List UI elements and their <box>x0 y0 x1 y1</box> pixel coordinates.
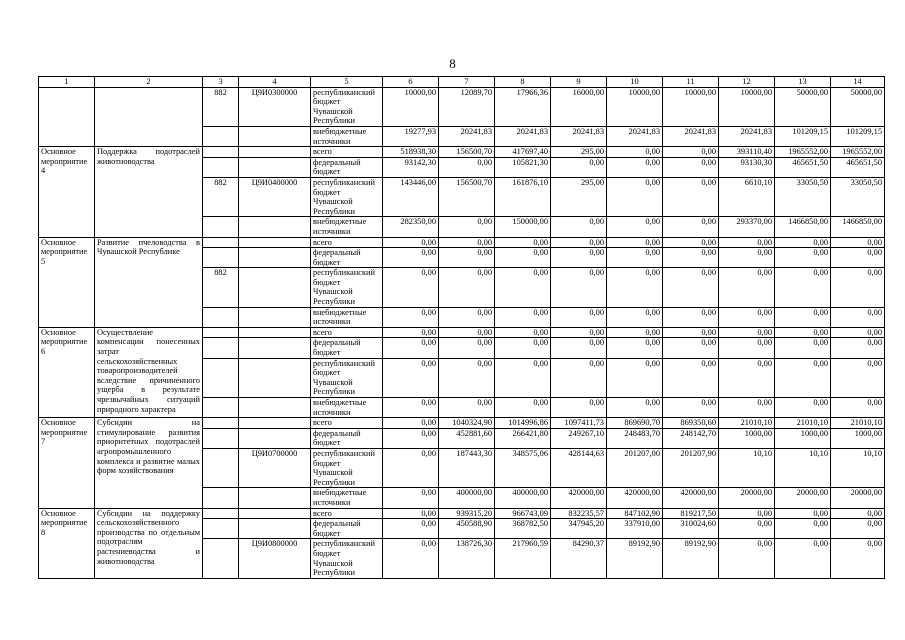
column-number: 14 <box>831 77 885 88</box>
amount-cell: 368782,50 <box>495 519 551 539</box>
event-name-cell: Основное мероприятие 4 <box>39 147 95 237</box>
amount-cell: 248142,70 <box>663 428 719 448</box>
amount-cell: 832235,57 <box>551 508 607 519</box>
amount-cell: 0,00 <box>383 327 439 338</box>
amount-cell: 0,00 <box>775 508 831 519</box>
amount-cell: 138726,30 <box>439 539 495 578</box>
amount-cell: 0,00 <box>663 268 719 307</box>
amount-cell: 420000,00 <box>551 488 607 508</box>
grbs-code-cell <box>203 338 239 358</box>
event-name-cell <box>39 87 95 147</box>
amount-cell: 20241,83 <box>719 126 775 146</box>
amount-cell: 310024,60 <box>663 519 719 539</box>
column-number-row <box>39 77 885 88</box>
amount-cell: 452881,60 <box>439 428 495 448</box>
amount-cell: 0,00 <box>831 327 885 338</box>
amount-cell: 156500,70 <box>439 147 495 158</box>
amount-cell: 465651,50 <box>775 157 831 177</box>
amount-cell: 89192,90 <box>663 539 719 578</box>
amount-cell: 105821,30 <box>495 157 551 177</box>
amount-cell: 0,00 <box>775 248 831 268</box>
amount-cell: 21010,10 <box>719 418 775 429</box>
column-number: 11 <box>663 77 719 88</box>
grbs-code-cell <box>203 448 239 487</box>
amount-cell: 0,00 <box>439 157 495 177</box>
classification-code-cell <box>239 237 311 248</box>
amount-cell: 1466850,00 <box>775 217 831 237</box>
amount-cell: 0,00 <box>831 519 885 539</box>
column-number: 13 <box>775 77 831 88</box>
column-number: 5 <box>311 77 383 88</box>
event-name-cell: Основное мероприятие 6 <box>39 327 95 417</box>
amount-cell: 0,00 <box>551 157 607 177</box>
funding-source-cell: республиканский бюджет Чувашской Республики <box>311 539 383 578</box>
amount-cell: 0,00 <box>607 217 663 237</box>
classification-code-cell <box>239 307 311 327</box>
amount-cell: 217960,59 <box>495 539 551 578</box>
amount-cell: 0,00 <box>831 358 885 397</box>
column-number: 3 <box>203 77 239 88</box>
amount-cell: 0,00 <box>383 428 439 448</box>
classification-code-cell: Ц9И0300000 <box>239 87 311 126</box>
amount-cell: 0,00 <box>775 237 831 248</box>
amount-cell: 10000,00 <box>719 87 775 126</box>
amount-cell: 20000,00 <box>775 488 831 508</box>
amount-cell: 0,00 <box>831 398 885 418</box>
amount-cell: 33050,50 <box>831 177 885 216</box>
amount-cell: 0,00 <box>719 358 775 397</box>
classification-code-cell <box>239 508 311 519</box>
amount-cell: 0,00 <box>383 418 439 429</box>
amount-cell: 0,00 <box>663 217 719 237</box>
funding-source-cell: федеральный бюджет <box>311 157 383 177</box>
classification-code-cell <box>239 358 311 397</box>
column-number: 4 <box>239 77 311 88</box>
amount-cell: 0,00 <box>719 519 775 539</box>
amount-cell: 0,00 <box>495 237 551 248</box>
classification-code-cell <box>239 157 311 177</box>
amount-cell: 0,00 <box>607 398 663 418</box>
amount-cell: 0,00 <box>551 268 607 307</box>
event-description-cell: Субсидии на стимулирование развития приоритетных подотраслей агропромышленного комплекса и развитие малых форм хозяйствования <box>95 418 203 508</box>
amount-cell: 0,00 <box>663 147 719 158</box>
amount-cell: 0,00 <box>775 307 831 327</box>
amount-cell: 428144,63 <box>551 448 607 487</box>
amount-cell: 101209,15 <box>831 126 885 146</box>
grbs-code-cell <box>203 488 239 508</box>
amount-cell: 0,00 <box>663 248 719 268</box>
amount-cell: 0,00 <box>495 398 551 418</box>
classification-code-cell <box>239 217 311 237</box>
amount-cell: 0,00 <box>383 488 439 508</box>
amount-cell: 50000,00 <box>775 87 831 126</box>
amount-cell: 0,00 <box>495 268 551 307</box>
event-description-cell: Субсидии на поддержку сельскохозяйственного производства по отдельным подотраслям растениеводства и животноводства <box>95 508 203 578</box>
amount-cell: 10,10 <box>831 448 885 487</box>
amount-cell: 869690,70 <box>607 418 663 429</box>
amount-cell: 0,00 <box>439 307 495 327</box>
classification-code-cell: Ц9И0700000 <box>239 448 311 487</box>
amount-cell: 20241,83 <box>495 126 551 146</box>
amount-cell: 0,00 <box>831 307 885 327</box>
amount-cell: 156500,70 <box>439 177 495 216</box>
amount-cell: 295,00 <box>551 177 607 216</box>
amount-cell: 0,00 <box>439 338 495 358</box>
column-number: 6 <box>383 77 439 88</box>
grbs-code-cell <box>203 147 239 158</box>
amount-cell: 0,00 <box>383 539 439 578</box>
amount-cell: 0,00 <box>775 539 831 578</box>
classification-code-cell <box>239 488 311 508</box>
event-description-cell <box>95 87 203 147</box>
amount-cell: 0,00 <box>607 177 663 216</box>
amount-cell: 0,00 <box>831 539 885 578</box>
amount-cell: 0,00 <box>607 358 663 397</box>
amount-cell: 20241,83 <box>439 126 495 146</box>
event-description-cell: Осуществление компенсации понесенных затрат сельскохозяйственных товаропроизводителей вследствие причиненного ущерба в результате чрезвычайных ситуаций природного характера <box>95 327 203 417</box>
table-row <box>39 418 885 429</box>
amount-cell: 93130,30 <box>719 157 775 177</box>
amount-cell: 1466850,00 <box>831 217 885 237</box>
amount-cell: 0,00 <box>831 338 885 358</box>
classification-code-cell <box>239 147 311 158</box>
amount-cell: 400000,00 <box>439 488 495 508</box>
amount-cell: 89192,90 <box>607 539 663 578</box>
classification-code-cell <box>239 248 311 268</box>
amount-cell: 20241,83 <box>551 126 607 146</box>
amount-cell: 10,10 <box>719 448 775 487</box>
column-number: 10 <box>607 77 663 88</box>
amount-cell: 6610,10 <box>719 177 775 216</box>
amount-cell: 0,00 <box>551 248 607 268</box>
amount-cell: 201207,00 <box>607 448 663 487</box>
amount-cell: 0,00 <box>663 338 719 358</box>
column-number: 1 <box>39 77 95 88</box>
grbs-code-cell <box>203 157 239 177</box>
grbs-code-cell <box>203 428 239 448</box>
amount-cell: 0,00 <box>719 237 775 248</box>
amount-cell: 0,00 <box>663 157 719 177</box>
amount-cell: 0,00 <box>551 307 607 327</box>
amount-cell: 337910,00 <box>607 519 663 539</box>
amount-cell: 1000,00 <box>719 428 775 448</box>
amount-cell: 0,00 <box>607 147 663 158</box>
amount-cell: 0,00 <box>551 217 607 237</box>
funding-source-cell: республиканский бюджет Чувашской Республики <box>311 268 383 307</box>
amount-cell: 420000,00 <box>607 488 663 508</box>
amount-cell: 0,00 <box>439 248 495 268</box>
amount-cell: 20000,00 <box>719 488 775 508</box>
funding-source-cell: всего <box>311 237 383 248</box>
amount-cell: 33050,50 <box>775 177 831 216</box>
amount-cell: 348575,06 <box>495 448 551 487</box>
grbs-code-cell: 882 <box>203 87 239 126</box>
amount-cell: 0,00 <box>775 519 831 539</box>
amount-cell: 10,10 <box>775 448 831 487</box>
amount-cell: 0,00 <box>607 237 663 248</box>
table-row <box>39 237 885 248</box>
grbs-code-cell <box>203 248 239 268</box>
funding-source-cell: республиканский бюджет Чувашской Республики <box>311 87 383 126</box>
table-row <box>39 147 885 158</box>
grbs-code-cell <box>203 418 239 429</box>
amount-cell: 101209,15 <box>775 126 831 146</box>
amount-cell: 1097411,73 <box>551 418 607 429</box>
amount-cell: 0,00 <box>383 248 439 268</box>
amount-cell: 0,00 <box>719 338 775 358</box>
amount-cell: 0,00 <box>663 398 719 418</box>
column-number: 2 <box>95 77 203 88</box>
amount-cell: 143446,00 <box>383 177 439 216</box>
amount-cell: 0,00 <box>383 358 439 397</box>
event-name-cell: Основное мероприятие 5 <box>39 237 95 327</box>
classification-code-cell: Ц9И0400000 <box>239 177 311 216</box>
event-description-cell: Развитие пчеловодства в Чувашской Республике <box>95 237 203 327</box>
funding-source-cell: федеральный бюджет <box>311 519 383 539</box>
amount-cell: 0,00 <box>551 327 607 338</box>
amount-cell: 0,00 <box>383 398 439 418</box>
amount-cell: 0,00 <box>439 237 495 248</box>
amount-cell: 0,00 <box>663 307 719 327</box>
amount-cell: 50000,00 <box>831 87 885 126</box>
amount-cell: 1000,00 <box>775 428 831 448</box>
amount-cell: 450588,90 <box>439 519 495 539</box>
amount-cell: 0,00 <box>719 268 775 307</box>
amount-cell: 0,00 <box>439 398 495 418</box>
amount-cell: 187443,30 <box>439 448 495 487</box>
amount-cell: 1965552,00 <box>831 147 885 158</box>
amount-cell: 19277,93 <box>383 126 439 146</box>
amount-cell: 0,00 <box>495 327 551 338</box>
amount-cell: 10000,00 <box>383 87 439 126</box>
grbs-code-cell <box>203 217 239 237</box>
amount-cell: 84290,37 <box>551 539 607 578</box>
amount-cell: 0,00 <box>495 358 551 397</box>
amount-cell: 518938,30 <box>383 147 439 158</box>
amount-cell: 0,00 <box>551 358 607 397</box>
column-number: 9 <box>551 77 607 88</box>
funding-source-cell: федеральный бюджет <box>311 248 383 268</box>
event-name-cell: Основное мероприятие 8 <box>39 508 95 578</box>
amount-cell: 393110,40 <box>719 147 775 158</box>
classification-code-cell <box>239 126 311 146</box>
funding-source-cell: внебюджетные источники <box>311 398 383 418</box>
amount-cell: 0,00 <box>719 248 775 268</box>
amount-cell: 20000,00 <box>831 488 885 508</box>
amount-cell: 0,00 <box>439 268 495 307</box>
amount-cell: 0,00 <box>719 508 775 519</box>
amount-cell: 0,00 <box>775 398 831 418</box>
amount-cell: 0,00 <box>831 508 885 519</box>
column-number: 7 <box>439 77 495 88</box>
amount-cell: 0,00 <box>607 248 663 268</box>
amount-cell: 400000,00 <box>495 488 551 508</box>
amount-cell: 417697,40 <box>495 147 551 158</box>
amount-cell: 420000,00 <box>663 488 719 508</box>
grbs-code-cell <box>203 519 239 539</box>
amount-cell: 20241,83 <box>663 126 719 146</box>
funding-source-cell: внебюджетные источники <box>311 307 383 327</box>
grbs-code-cell <box>203 539 239 578</box>
amount-cell: 150000,00 <box>495 217 551 237</box>
amount-cell: 0,00 <box>495 307 551 327</box>
budget-table <box>38 76 885 579</box>
amount-cell: 248483,70 <box>607 428 663 448</box>
funding-source-cell: федеральный бюджет <box>311 428 383 448</box>
table-row <box>39 327 885 338</box>
amount-cell: 0,00 <box>663 358 719 397</box>
grbs-code-cell <box>203 358 239 397</box>
amount-cell: 0,00 <box>831 268 885 307</box>
amount-cell: 0,00 <box>719 539 775 578</box>
amount-cell: 93142,30 <box>383 157 439 177</box>
funding-source-cell: республиканский бюджет Чувашской Республики <box>311 177 383 216</box>
amount-cell: 0,00 <box>663 327 719 338</box>
amount-cell: 293370,00 <box>719 217 775 237</box>
amount-cell: 819217,50 <box>663 508 719 519</box>
classification-code-cell <box>239 418 311 429</box>
amount-cell: 0,00 <box>383 307 439 327</box>
table-row <box>39 508 885 519</box>
classification-code-cell <box>239 327 311 338</box>
amount-cell: 266421,80 <box>495 428 551 448</box>
amount-cell: 0,00 <box>775 268 831 307</box>
amount-cell: 0,00 <box>775 358 831 397</box>
amount-cell: 21010,10 <box>775 418 831 429</box>
classification-code-cell <box>239 428 311 448</box>
amount-cell: 0,00 <box>495 338 551 358</box>
column-number: 12 <box>719 77 775 88</box>
amount-cell: 0,00 <box>775 338 831 358</box>
funding-source-cell: всего <box>311 327 383 338</box>
grbs-code-cell: 882 <box>203 268 239 307</box>
grbs-code-cell <box>203 307 239 327</box>
amount-cell: 0,00 <box>383 448 439 487</box>
grbs-code-cell <box>203 327 239 338</box>
grbs-code-cell <box>203 508 239 519</box>
table-row <box>39 87 885 126</box>
page-number: 8 <box>449 56 456 71</box>
funding-source-cell: республиканский бюджет Чувашской Республики <box>311 358 383 397</box>
amount-cell: 0,00 <box>495 248 551 268</box>
amount-cell: 0,00 <box>719 307 775 327</box>
amount-cell: 347945,20 <box>551 519 607 539</box>
classification-code-cell <box>239 338 311 358</box>
amount-cell: 20241,83 <box>607 126 663 146</box>
classification-code-cell <box>239 268 311 307</box>
amount-cell: 21010,10 <box>831 418 885 429</box>
funding-source-cell: внебюджетные источники <box>311 126 383 146</box>
amount-cell: 0,00 <box>831 237 885 248</box>
amount-cell: 869350,60 <box>663 418 719 429</box>
amount-cell: 0,00 <box>383 508 439 519</box>
funding-source-cell: всего <box>311 508 383 519</box>
amount-cell: 847102,90 <box>607 508 663 519</box>
grbs-code-cell <box>203 126 239 146</box>
amount-cell: 0,00 <box>831 248 885 268</box>
funding-source-cell: федеральный бюджет <box>311 338 383 358</box>
classification-code-cell <box>239 398 311 418</box>
amount-cell: 12089,70 <box>439 87 495 126</box>
grbs-code-cell <box>203 398 239 418</box>
amount-cell: 0,00 <box>383 519 439 539</box>
amount-cell: 0,00 <box>719 327 775 338</box>
amount-cell: 0,00 <box>719 398 775 418</box>
amount-cell: 0,00 <box>663 177 719 216</box>
amount-cell: 1965552,00 <box>775 147 831 158</box>
amount-cell: 295,00 <box>551 147 607 158</box>
amount-cell: 0,00 <box>607 338 663 358</box>
amount-cell: 17966,36 <box>495 87 551 126</box>
funding-source-cell: внебюджетные источники <box>311 217 383 237</box>
amount-cell: 0,00 <box>439 217 495 237</box>
funding-source-cell: всего <box>311 418 383 429</box>
funding-source-cell: всего <box>311 147 383 158</box>
amount-cell: 161876,10 <box>495 177 551 216</box>
amount-cell: 0,00 <box>551 398 607 418</box>
amount-cell: 0,00 <box>775 327 831 338</box>
amount-cell: 0,00 <box>607 157 663 177</box>
amount-cell: 10000,00 <box>607 87 663 126</box>
event-name-cell: Основное мероприятие 7 <box>39 418 95 508</box>
amount-cell: 1014996,86 <box>495 418 551 429</box>
column-number: 8 <box>495 77 551 88</box>
amount-cell: 0,00 <box>383 237 439 248</box>
amount-cell: 1000,00 <box>831 428 885 448</box>
amount-cell: 0,00 <box>551 338 607 358</box>
amount-cell: 0,00 <box>607 307 663 327</box>
amount-cell: 201207,90 <box>663 448 719 487</box>
amount-cell: 0,00 <box>439 327 495 338</box>
amount-cell: 1040324,90 <box>439 418 495 429</box>
amount-cell: 939315,20 <box>439 508 495 519</box>
funding-source-cell: внебюджетные источники <box>311 488 383 508</box>
event-description-cell: Поддержка подотраслей животноводства <box>95 147 203 237</box>
amount-cell: 0,00 <box>607 268 663 307</box>
amount-cell: 465651,50 <box>831 157 885 177</box>
amount-cell: 0,00 <box>663 237 719 248</box>
amount-cell: 0,00 <box>383 338 439 358</box>
classification-code-cell <box>239 519 311 539</box>
classification-code-cell: Ц9И0800000 <box>239 539 311 578</box>
amount-cell: 0,00 <box>607 327 663 338</box>
amount-cell: 0,00 <box>551 237 607 248</box>
funding-source-cell: республиканский бюджет Чувашской Республики <box>311 448 383 487</box>
amount-cell: 10000,00 <box>663 87 719 126</box>
amount-cell: 249267,10 <box>551 428 607 448</box>
grbs-code-cell <box>203 237 239 248</box>
amount-cell: 0,00 <box>439 358 495 397</box>
grbs-code-cell: 882 <box>203 177 239 216</box>
amount-cell: 0,00 <box>383 268 439 307</box>
amount-cell: 282350,00 <box>383 217 439 237</box>
amount-cell: 966743,09 <box>495 508 551 519</box>
amount-cell: 16000,00 <box>551 87 607 126</box>
